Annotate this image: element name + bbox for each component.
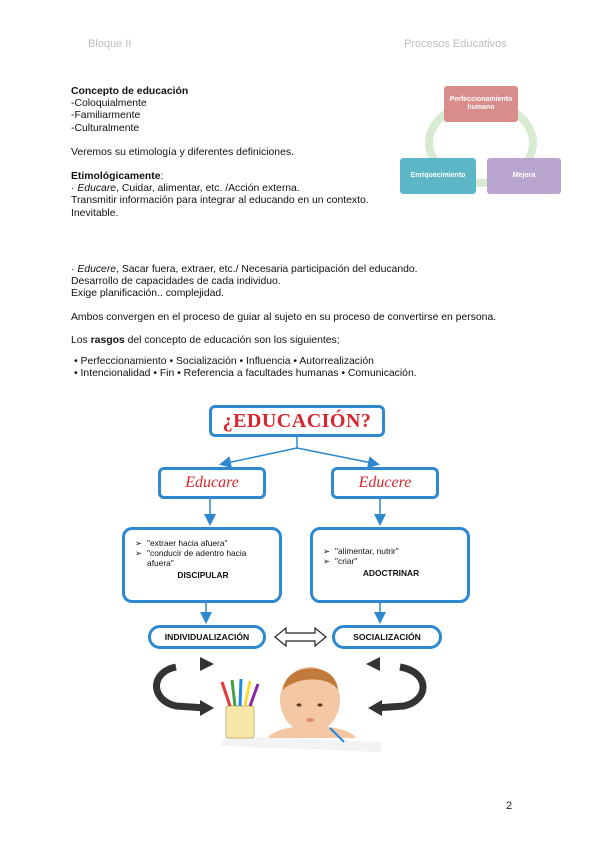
item-text: "alimentar, nutrir" bbox=[335, 546, 399, 556]
concept-item: -Familiarmente bbox=[71, 110, 141, 122]
education-title: ¿EDUCACIÓN? bbox=[209, 405, 385, 437]
bullet-arrow-icon: ➢ bbox=[135, 538, 143, 548]
converge-sentence: Ambos convergen en el proceso de guiar al sujeto en su proceso de convertirse en persona. bbox=[71, 311, 497, 323]
socialization-pill: SOCIALIZACIÓN bbox=[332, 625, 442, 649]
educare-prefix: · bbox=[71, 183, 78, 195]
bullet-arrow-icon: ➢ bbox=[323, 546, 331, 556]
cycle-right: Mejora bbox=[487, 158, 561, 194]
educere-caps-label: ADOCTRINAR bbox=[362, 568, 420, 578]
bullet-arrow-icon: ➢ bbox=[135, 548, 143, 558]
traits-line-2: • Intencionalidad • Fin • Referencia a facultades humanas • Comunicación. bbox=[74, 368, 417, 380]
educere-word: Educere bbox=[77, 264, 117, 275]
concept-intro: Veremos su etimología y diferentes definiciones. bbox=[71, 146, 294, 158]
item-text: "conducir de adentro hacia afuera" bbox=[147, 548, 247, 568]
etym-colon: : bbox=[160, 171, 164, 183]
educere-line-3: Exige planificación.. complejidad. bbox=[71, 288, 225, 300]
header-right: Procesos Educativos bbox=[404, 38, 507, 50]
bullet-arrow-icon: ➢ bbox=[323, 556, 331, 566]
concept-title: Concepto de educación bbox=[71, 86, 189, 97]
educare-definition: , Cuidar, alimentar, etc. /Acción externa. bbox=[116, 183, 300, 195]
educere-line-2: Desarrollo de capacidades de cada individuo. bbox=[71, 276, 281, 288]
concept-item: -Culturalmente bbox=[71, 122, 140, 134]
educere-definition: , Sacar fuera, extraer, etc./ Necesaria participación del educando. bbox=[116, 264, 418, 275]
educare-box: Educare bbox=[158, 467, 266, 499]
traits-suffix: del concepto de educación son los siguientes; bbox=[124, 334, 340, 346]
educare-line-2: Transmitir información para integrar al educando en un contexto. bbox=[71, 195, 369, 207]
traits-prefix: Los bbox=[71, 334, 91, 346]
item-text: "criar" bbox=[335, 556, 358, 566]
etym-title: Etimológicamente bbox=[71, 171, 161, 183]
traits-line-1: • Perfeccionamiento • Socialización • Influencia • Autorrealización bbox=[74, 356, 374, 368]
item-text: "extraer hacia afuera" bbox=[147, 538, 228, 548]
educare-caps-label: DISCIPULAR bbox=[177, 570, 229, 580]
educare-line-3: Inevitable. bbox=[71, 207, 119, 219]
cycle-left: Enriquecimiento bbox=[400, 158, 476, 194]
traits-bold: rasgos bbox=[90, 334, 125, 346]
header-left: Bloque II bbox=[88, 38, 132, 50]
educere-box: Educere bbox=[331, 467, 439, 499]
educare-word: Educare bbox=[77, 183, 117, 195]
cycle-top: Perfeccionamiento humano bbox=[444, 86, 518, 122]
concept-item: -Coloquialmente bbox=[71, 98, 147, 110]
individualization-pill: INDIVIDUALIZACIÓN bbox=[148, 625, 266, 649]
educere-prefix: · bbox=[71, 264, 78, 275]
page-number: 2 bbox=[506, 800, 513, 812]
